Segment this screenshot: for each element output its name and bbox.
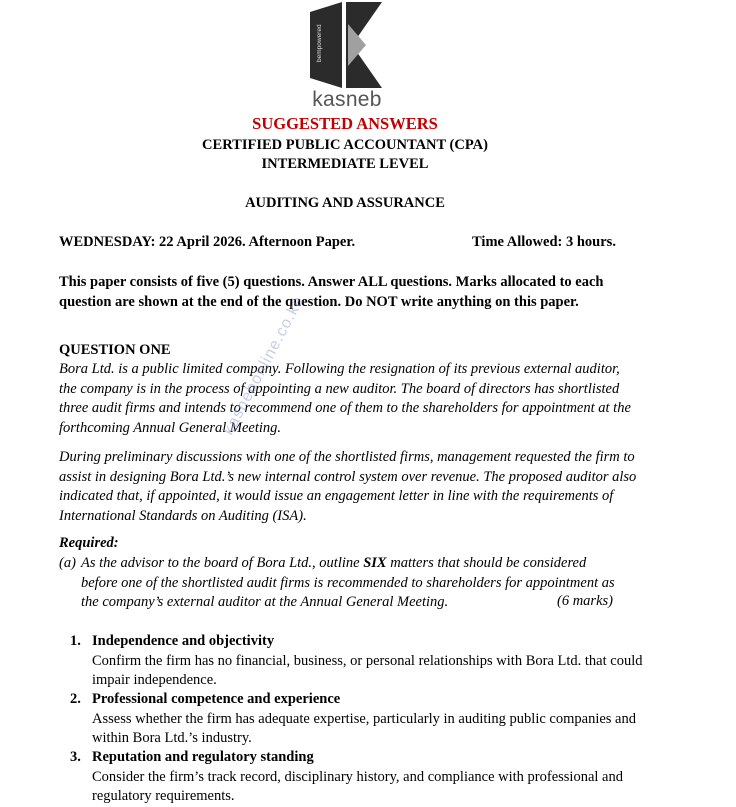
required-label: Required:	[59, 535, 119, 551]
subject-title: AUDITING AND ASSURANCE	[245, 195, 445, 211]
suggested-answers-title: SUGGESTED ANSWERS	[252, 114, 438, 133]
answer-heading: Independence and objectivity	[92, 633, 275, 649]
answer-heading: Professional competence and experience	[92, 691, 341, 707]
part-a-label: (a)	[59, 555, 76, 571]
answer-number: 3.	[70, 749, 81, 765]
qualification-title: CERTIFIED PUBLIC ACCOUNTANT (CPA)	[202, 137, 488, 153]
part-a-marks: (6 marks)	[557, 593, 613, 609]
answer-number: 2.	[70, 691, 81, 707]
logo-wordmark: kasneb	[312, 88, 382, 111]
time-allowed: Time Allowed: 3 hours.	[472, 234, 616, 250]
logo-tagline: bempowered	[316, 24, 323, 62]
watermark: kasnebonline.co.ke	[220, 293, 308, 438]
part-a-line1: As the advisor to the board of Bora Ltd., outline	[81, 555, 360, 571]
question-title: QUESTION ONE	[59, 342, 171, 358]
part-a-line3: the company’s external auditor at the Annual General Meeting.	[81, 594, 449, 610]
answer-text: Assess whether the firm has adequate expertise, particularly in auditing public companies and within Bora Ltd.’s industry.	[92, 710, 636, 746]
answer-text: Consider the firm’s track record, disciplinary history, and compliance with professional and regulatory requirements.	[92, 768, 623, 804]
part-a-emphasis: SIX	[363, 555, 387, 571]
answer-heading: Reputation and regulatory standing	[92, 749, 314, 765]
paper-instructions: This paper consists of five (5) questions. Answer ALL questions. Marks allocated to each question are shown at the end of the question. Do NOT write anything on this paper.	[59, 274, 604, 310]
part-a-question	[59, 554, 639, 613]
scenario-paragraph-2: During preliminary discussions with one of the shortlisted firms, management requested the firm to assist in designing Bora Ltd.’s new internal control system over revenue. The proposed auditor also indicated that, if appointed, it would issue an engagement letter in line with the requirements of International Standards on Auditing (ISA).	[59, 449, 637, 524]
part-a-line1-rest: matters that should be considered	[390, 555, 587, 571]
answer-number: 1.	[70, 633, 81, 649]
part-a-line2: before one of the shortlisted audit firms is recommended to shareholders for appointment as	[81, 574, 615, 591]
answer-item	[70, 748, 670, 807]
answer-text: Confirm the firm has no financial, business, or personal relationships with Bora Ltd. that could impair independence.	[92, 652, 643, 688]
answer-item	[70, 632, 670, 691]
level-title: INTERMEDIATE LEVEL	[261, 156, 429, 172]
scenario-paragraph-1: Bora Ltd. is a public limited company. Following the resignation of its previous external auditor, the company is in the process of appointing a new auditor. The board of directors has shortlisted three audit firms and intends to recommend one of them to the shareholders for appointment at the forthcoming Annual General Meeting.	[59, 361, 631, 436]
answer-item	[70, 690, 670, 749]
exam-date: WEDNESDAY: 22 April 2026. Afternoon Paper.	[59, 234, 356, 250]
